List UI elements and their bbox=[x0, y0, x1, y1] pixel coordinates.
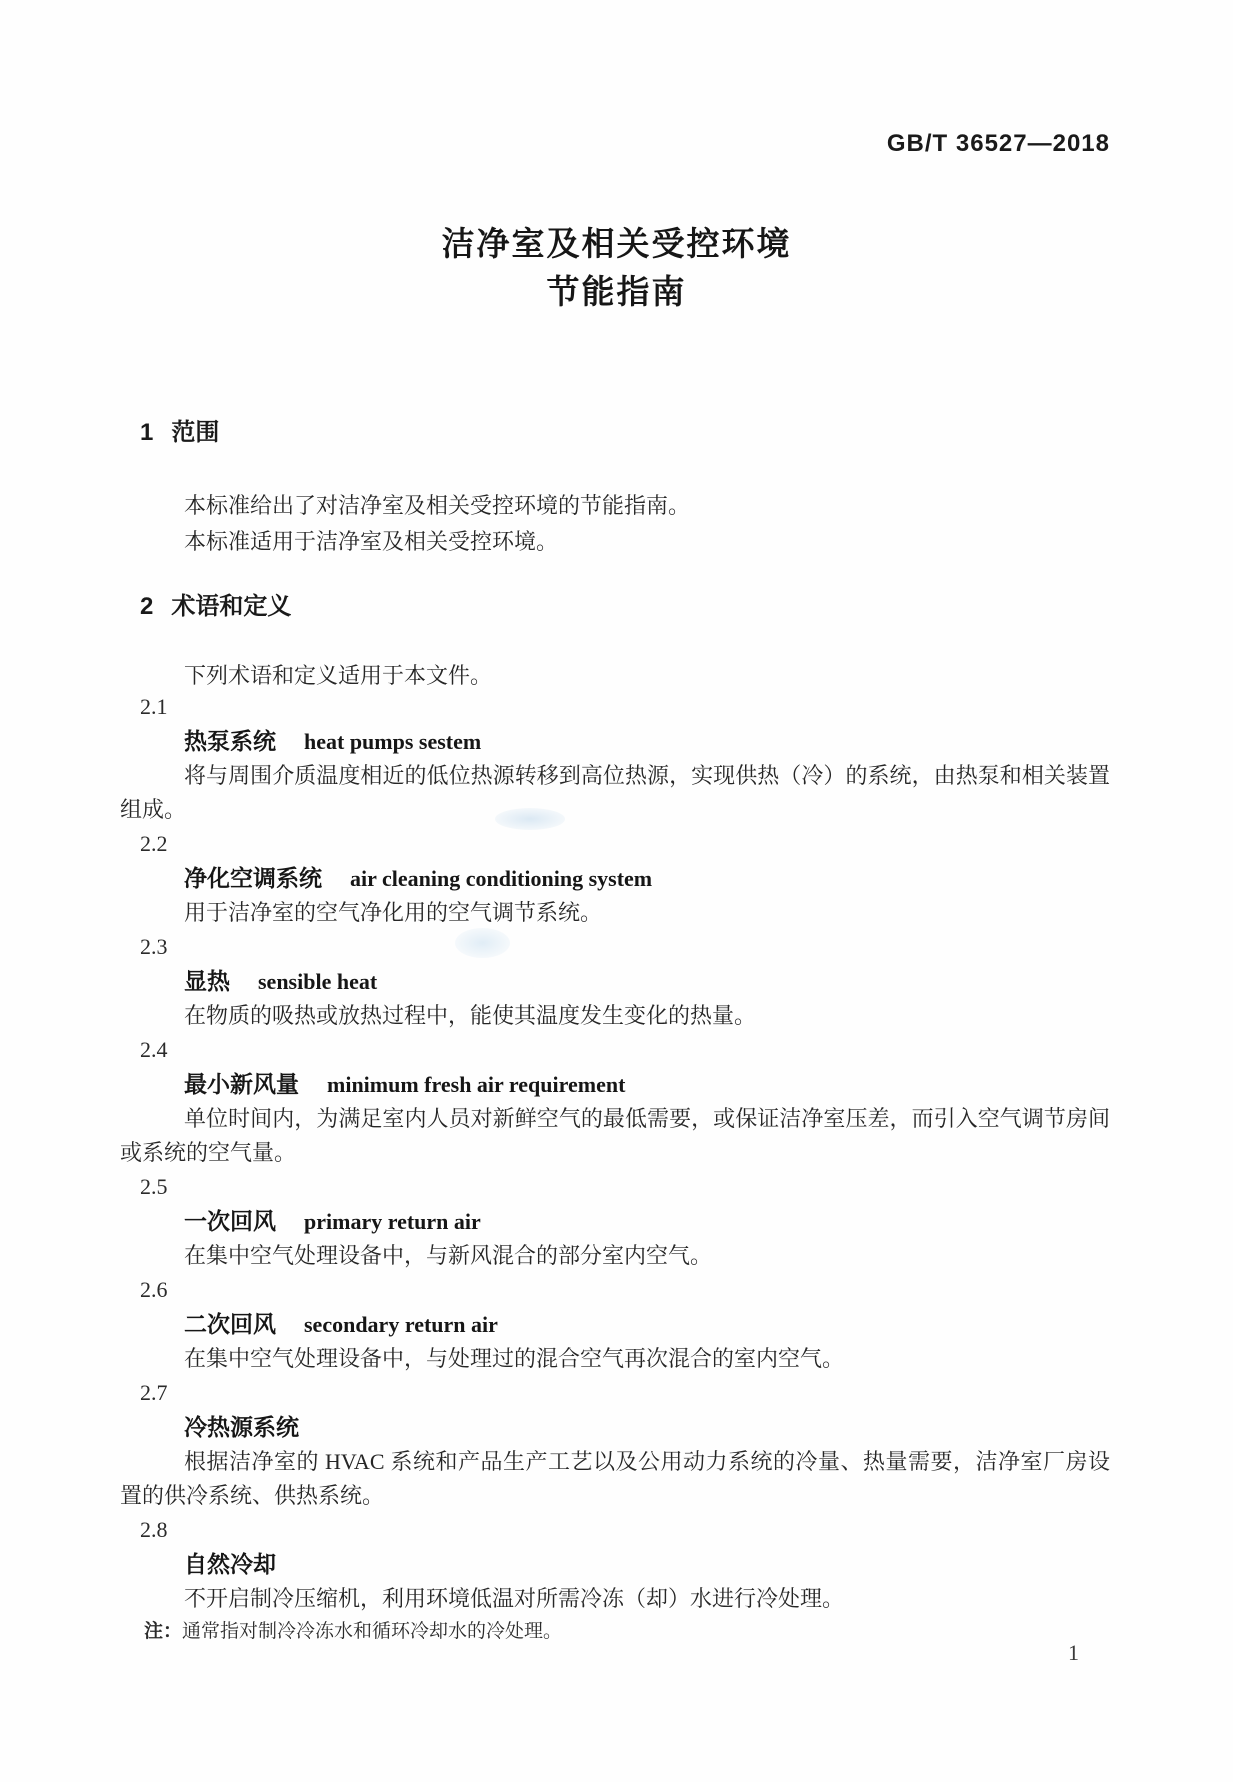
term-name-en: primary return air bbox=[304, 1209, 481, 1234]
term-definition: 在集中空气处理设备中，与处理过的混合空气再次混合的室内空气。 bbox=[184, 1346, 845, 1371]
section-1-title: 范围 bbox=[171, 419, 220, 446]
term-name-zh: 最小新风量 bbox=[184, 1071, 299, 1097]
term-entry-2-6 bbox=[120, 1273, 1110, 1376]
term-name bbox=[120, 1307, 1110, 1342]
term-definition: 在集中空气处理设备中，与新风混合的部分室内空气。 bbox=[184, 1243, 713, 1268]
document-title bbox=[0, 226, 1233, 309]
term-id: 2.4 bbox=[140, 1037, 168, 1062]
page-number: 1 bbox=[1068, 1640, 1079, 1665]
term-definition: 在物质的吸热或放热过程中，能使其温度发生变化的热量。 bbox=[184, 1003, 757, 1028]
term-name-zh: 净化空调系统 bbox=[184, 865, 322, 891]
term-definition: 根据洁净室的 HVAC 系统和产品生产工艺以及公用动力系统的冷量、热量需要，洁净室厂房设置的供冷系统、供热系统。 bbox=[120, 1449, 1110, 1508]
term-name-zh: 显热 bbox=[184, 968, 230, 994]
term-entry-2-8 bbox=[120, 1513, 1110, 1648]
term-entry-2-5 bbox=[120, 1170, 1110, 1273]
term-entry-2-4 bbox=[120, 1033, 1110, 1170]
term-id: 2.6 bbox=[140, 1277, 168, 1302]
section-2-intro: 下列术语和定义适用于本文件。 bbox=[184, 663, 493, 688]
term-definition: 不开启制冷压缩机，利用环境低温对所需冷冻（却）水进行冷处理。 bbox=[184, 1586, 845, 1611]
term-name bbox=[120, 1204, 1110, 1239]
term-entry-2-2 bbox=[120, 827, 1110, 930]
term-entry-2-1 bbox=[120, 690, 1110, 827]
term-id: 2.5 bbox=[140, 1174, 168, 1199]
document-title-line2: 节能指南 bbox=[546, 273, 687, 310]
term-id: 2.7 bbox=[140, 1380, 168, 1405]
term-note-text: 通常指对制冷冷冻水和循环冷却水的冷处理。 bbox=[182, 1621, 563, 1642]
term-id: 2.2 bbox=[140, 831, 168, 856]
term-name bbox=[120, 1067, 1110, 1102]
document-title-line1: 洁净室及相关受控环境 bbox=[441, 225, 792, 262]
term-name-en: sensible heat bbox=[258, 969, 378, 994]
term-entry-2-3 bbox=[120, 930, 1110, 1033]
term-id: 2.3 bbox=[140, 934, 168, 959]
term-name-en: minimum fresh air requirement bbox=[327, 1072, 626, 1097]
term-name-zh: 冷热源系统 bbox=[184, 1414, 299, 1440]
section-2-number: 2 bbox=[140, 593, 154, 620]
section-2-title: 术语和定义 bbox=[171, 593, 292, 620]
term-note bbox=[120, 1616, 1110, 1648]
section-1-heading bbox=[120, 418, 1110, 448]
terms-list bbox=[120, 690, 1110, 1648]
term-name-zh: 一次回风 bbox=[184, 1208, 276, 1234]
term-name bbox=[120, 1547, 1110, 1582]
term-id: 2.1 bbox=[140, 694, 168, 719]
term-id: 2.8 bbox=[140, 1517, 168, 1542]
term-name-zh: 自然冷却 bbox=[184, 1551, 276, 1577]
term-name-en: air cleaning conditioning system bbox=[350, 866, 653, 891]
term-entry-2-7 bbox=[120, 1376, 1110, 1513]
section-1-paragraph-1: 本标准给出了对洁净室及相关受控环境的节能指南。 bbox=[184, 493, 691, 518]
section-1-paragraph-2: 本标准适用于洁净室及相关受控环境。 bbox=[184, 529, 559, 554]
term-definition: 单位时间内，为满足室内人员对新鲜空气的最低需要，或保证洁净室压差，而引入空气调节房间或系统的空气量。 bbox=[120, 1106, 1110, 1165]
term-name bbox=[120, 724, 1110, 759]
section-2-heading bbox=[120, 592, 1110, 622]
term-name-zh: 二次回风 bbox=[184, 1311, 276, 1337]
term-name-en: secondary return air bbox=[304, 1312, 498, 1337]
term-definition: 用于洁净室的空气净化用的空气调节系统。 bbox=[184, 900, 603, 925]
term-definition: 将与周围介质温度相近的低位热源转移到高位热源，实现供热（冷）的系统，由热泵和相关装置组成。 bbox=[120, 763, 1110, 822]
term-name-zh: 热泵系统 bbox=[184, 728, 276, 754]
term-note-label: 注： bbox=[144, 1621, 183, 1642]
term-name bbox=[120, 964, 1110, 999]
term-name bbox=[120, 1410, 1110, 1445]
section-1-number: 1 bbox=[140, 419, 154, 446]
standard-number: GB/T 36527—2018 bbox=[886, 130, 1110, 157]
term-name bbox=[120, 861, 1110, 896]
document-body bbox=[120, 418, 1110, 1648]
term-name-en: heat pumps sestem bbox=[304, 729, 482, 754]
